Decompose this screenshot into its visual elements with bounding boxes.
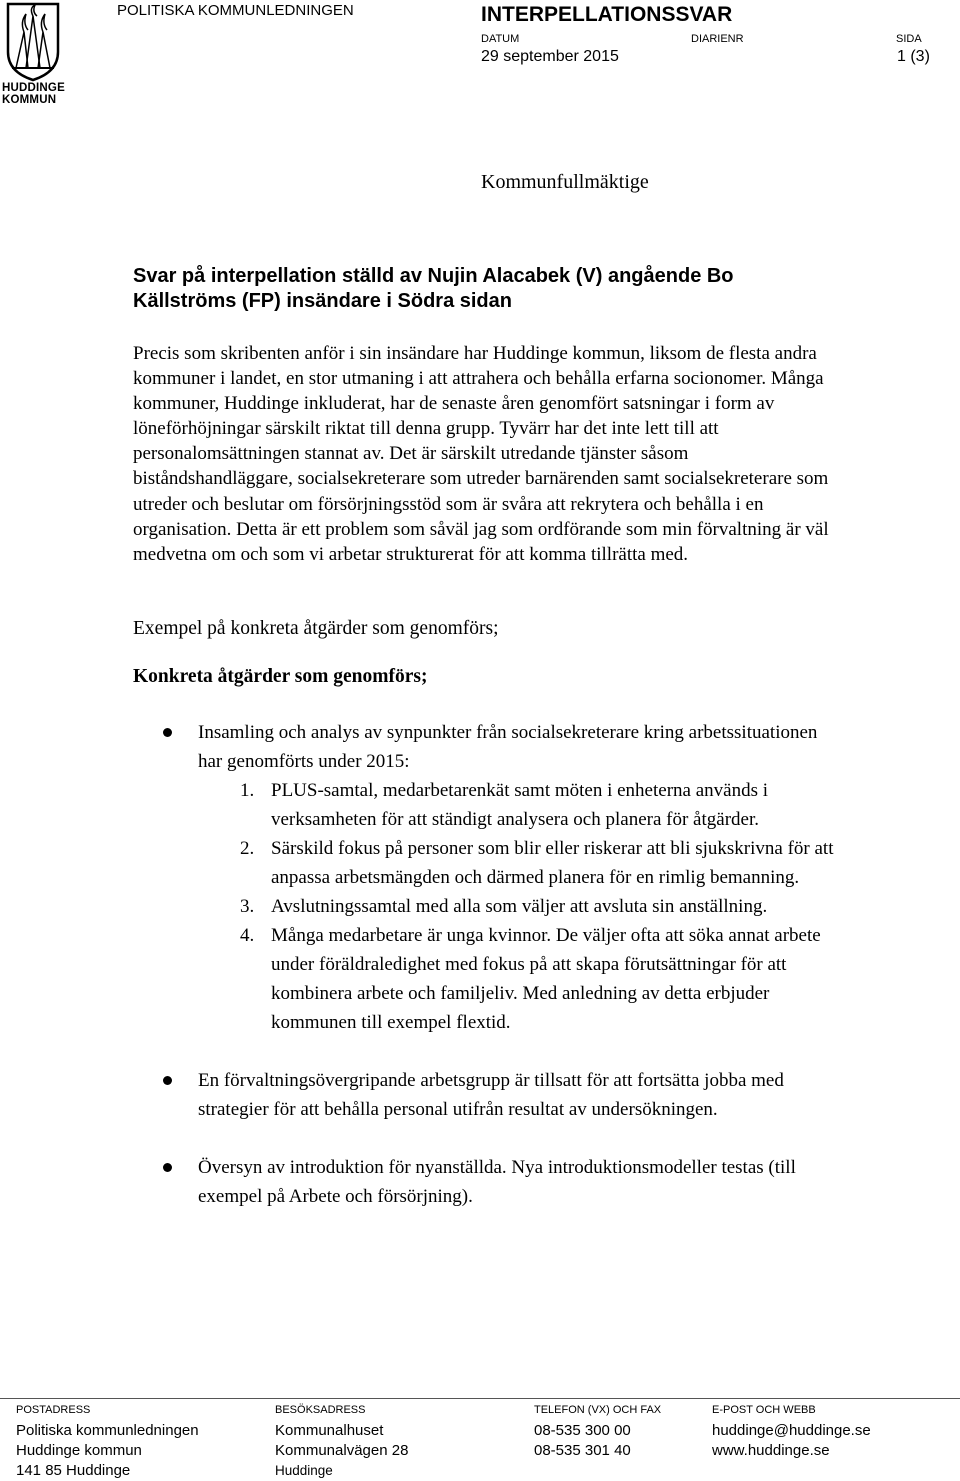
footer-divider [0,1398,960,1399]
footer-postadress [16,1403,199,1481]
department-name: POLITISKA KOMMUNLEDNINGEN [117,2,354,19]
sida-label: SIDA [896,33,922,45]
huddinge-logo [2,2,64,106]
list-item [163,718,843,1037]
item-number: 2. [240,838,255,859]
footer-phone[interactable]: 08-535 300 00 [534,1422,631,1439]
footer-label: E-POST OCH WEBB [712,1404,816,1416]
item-number: 3. [240,896,255,917]
list-item-text: Översyn av introduktion för nyanställda. Nya introduktionsmodeller testas (till exempel på Arbete och försörjning). [198,1157,796,1207]
numbered-item [240,776,843,834]
list-item [163,1066,843,1124]
logo-text-line1: HUDDINGE [2,82,65,94]
document-date: 29 september 2015 [481,48,619,65]
document-title: Svar på interpellation ställd av Nujin Alacabek (V) angående Bo Källströms (FP) insändare i Södra sidan [133,265,734,312]
huddinge-coat-of-arms-icon [2,2,64,82]
footer-email-link[interactable]: huddinge@huddinge.se [712,1422,871,1439]
bullet-icon [163,728,172,737]
footer-telefon [534,1403,661,1461]
section-heading: Konkreta åtgärder som genomförs; [133,666,428,687]
footer-label: TELEFON (VX) OCH FAX [534,1404,662,1416]
page-number: 1 (3) [897,48,930,65]
bullet-icon [163,1163,172,1172]
recipient: Kommunfullmäktige [481,171,649,193]
document-type: INTERPELLATIONSSVAR [481,3,733,26]
footer-line: Politiska kommunledningen [16,1422,199,1439]
footer-epost [712,1403,871,1461]
numbered-item [240,892,843,921]
footer-web-link[interactable]: www.huddinge.se [712,1442,830,1459]
examples-intro: Exempel på konkreta åtgärder som genomförs; [133,618,499,639]
footer-line: Huddinge kommun [16,1442,142,1459]
footer-besoksadress [275,1403,408,1481]
footer-fax: 08-535 301 40 [534,1442,631,1459]
list-item-text: Insamling och analys av synpunkter från socialsekreterare kring arbetssituationen har genomförts under 2015: [198,722,818,772]
datum-label: DATUM [481,33,520,45]
diarienr-label: DIARIENR [691,33,744,45]
body-paragraph: Precis som skribenten anför i sin insändare har Huddinge kommun, liksom de flesta andra kommuner i landet, en stor utmaning i att attrahera och behålla erfarna socionomer. Många kommuner, Huddinge inkluderat, har de senaste åren genomfört satsningar i form av löneförhöjningar särskilt riktat till denna grupp. Tyvärr har det inte lett till att personalomsättningen stannat av. Det är särskilt utredande tjänster såsom biståndshandläggare, socialsekreterare som utreder barnärenden samt socialsekreterare som utreder och beslutar om försörjningsstöd som är svåra att rekrytera och behålla i en organisation. Detta är ett problem som såväl jag som ordförande som min förvaltning är väl medvetna om och som vi arbetar strukturerat för att komma tillrätta med. [133,343,829,565]
logo-text-line2: KOMMUN [2,94,57,106]
footer-line: Kommunalvägen 28 [275,1442,409,1459]
numbered-list [240,776,843,1037]
item-number: 1. [240,780,255,801]
item-number: 4. [240,925,255,946]
bullet-icon [163,1076,172,1085]
footer-line: 141 85 Huddinge [16,1462,131,1479]
numbered-item [240,834,843,892]
numbered-item-text: Avslutningssamtal med alla som väljer att avsluta sin anställning. [271,896,768,917]
footer-line: Kommunalhuset [275,1422,384,1439]
footer-label: POSTADRESS [16,1404,91,1416]
footer-line: Huddinge [275,1463,333,1478]
footer-label: BESÖKSADRESS [275,1404,366,1416]
measures-list [163,718,843,1211]
list-item [163,1153,843,1211]
numbered-item-text: Särskild fokus på personer som blir eller riskerar att bli sjukskrivna för att anpassa arbetsmängden och därmed planera för en rimlig bemanning. [271,838,834,888]
list-item-text: En förvaltningsövergripande arbetsgrupp är tillsatt för att fortsätta jobba med strategier för att behålla personal utifrån resultat av undersökningen. [198,1070,784,1120]
numbered-item-text: PLUS-samtal, medarbetarenkät samt möten i enheterna används i verksamheten för att ständigt analysera och planera för åtgärder. [271,780,769,830]
numbered-item-text: Många medarbetare är unga kvinnor. De väljer ofta att söka annat arbete under föräldraledighet med fokus på att skapa förutsättningar för att kombinera arbete och familjeliv. Med anledning av detta erbjuder kommunen till exempel flextid. [271,925,821,1033]
numbered-item [240,921,843,1037]
